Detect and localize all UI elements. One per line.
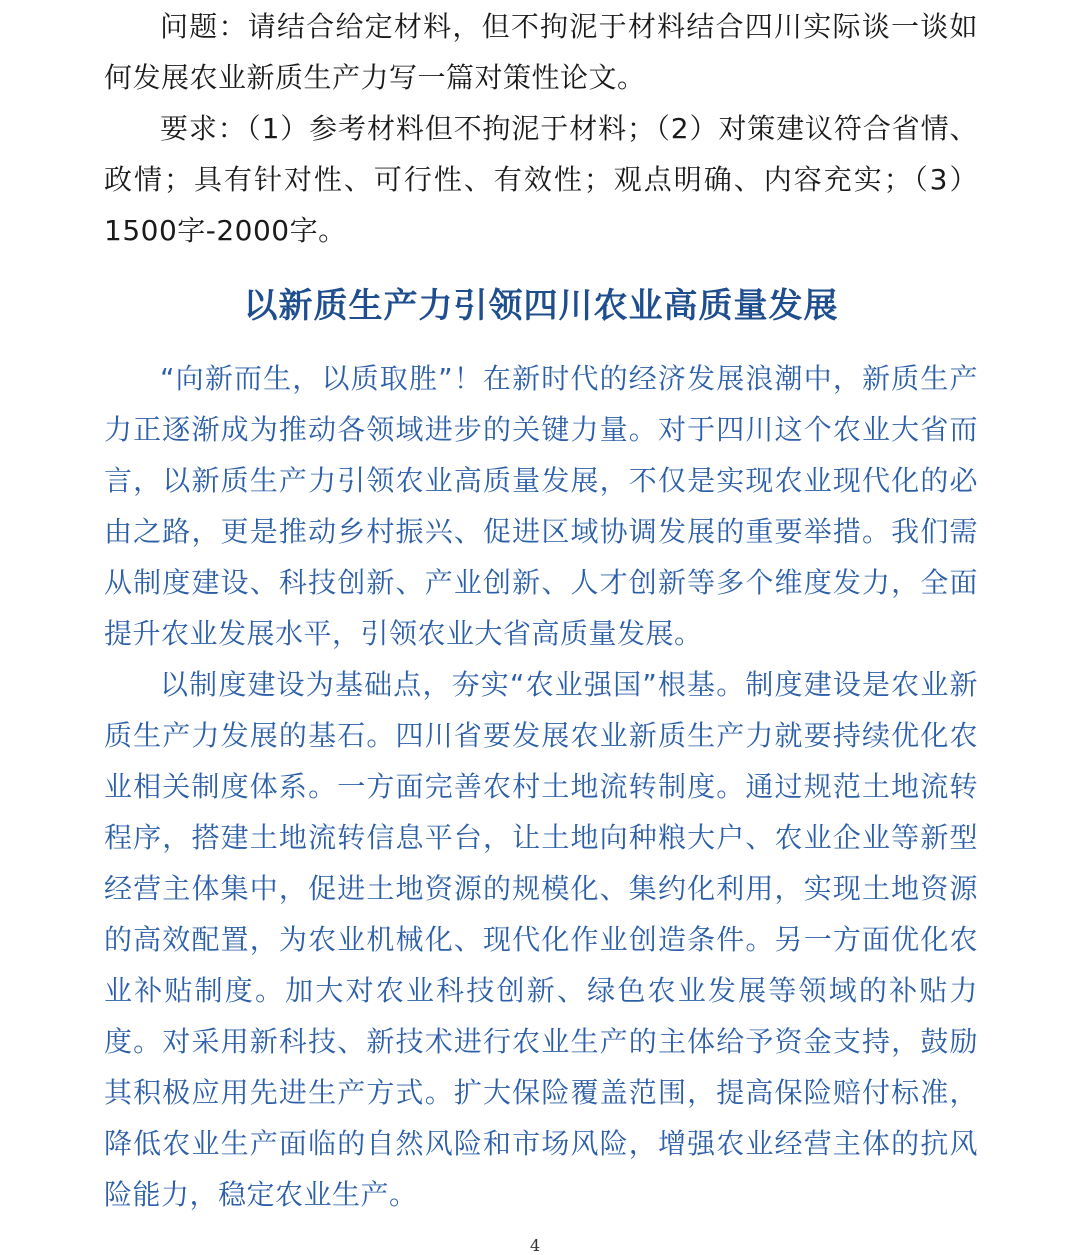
- question-paragraph: 问题：请结合给定材料，但不拘泥于材料结合四川实际谈一谈如何发展农业新质生产力写一篇对策性论文。: [104, 10, 978, 94]
- page-number: 4: [530, 1236, 541, 1255]
- essay-title: 以新质生产力引领四川农业高质量发展: [243, 286, 839, 326]
- essay-paragraph-institution: 以制度建设为基础点，夯实“农业强国”根基。制度建设是农业新质生产力发展的基石。四川省要发展农业新质生产力就要持续优化农业相关制度体系。一方面完善农村土地流转制度。通过规范土地流转程序，搭建土地流转信息平台，让土地向种粮大户、农业企业等新型经营主体集中，促进土地资源的规模化、集约化利用，实现土地资源的高效配置，为农业机械化、现代化作业创造条件。另一方面优化农业补贴制度。加大对农业科技创新、绿色农业发展等领域的补贴力度。对采用新科技、新技术进行农业生产的主体给予资金支持，鼓励其积极应用先进生产方式。扩大保险覆盖范围，提高保险赔付标准，降低农业生产面临的自然风险和市场风险，增强农业经营主体的抗风险能力，稳定农业生产。: [104, 668, 978, 1211]
- essay-paragraph-intro: “向新而生，以质取胜”！在新时代的经济发展浪潮中，新质生产力正逐渐成为推动各领域进步的关键力量。对于四川这个农业大省而言，以新质生产力引领农业高质量发展，不仅是实现农业现代化的必由之路，更是推动乡村振兴、促进区域协调发展的重要举措。我们需从制度建设、科技创新、产业创新、人才创新等多个维度发力，全面提升农业发展水平，引领农业大省高质量发展。: [104, 362, 978, 650]
- requirement-paragraph: 要求：（1）参考材料但不拘泥于材料；（2）对策建议符合省情、政情；具有针对性、可行性、有效性；观点明确、内容充实；（3）1500字-2000字。: [104, 112, 978, 247]
- document-page: [104, 0, 978, 1220]
